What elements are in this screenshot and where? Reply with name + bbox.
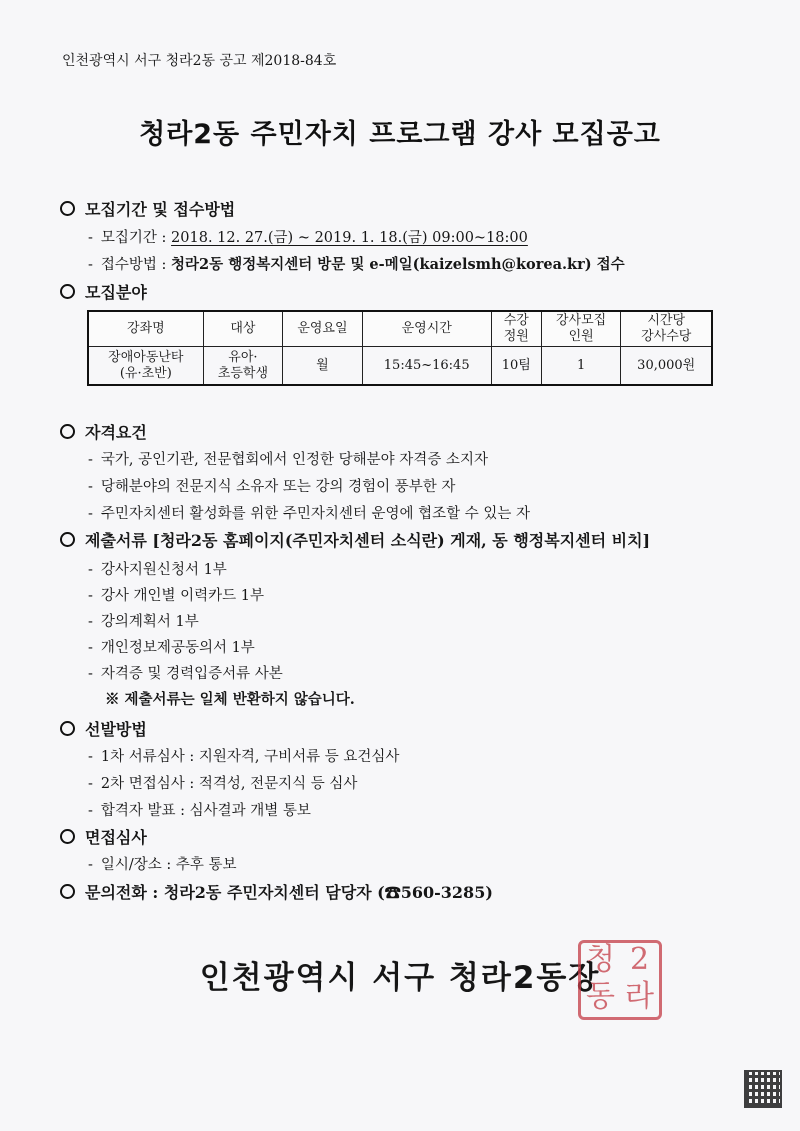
cell-instructors: 1 [541,347,621,386]
section-selection [60,717,147,740]
period-item: - 모집기간 : 2018. 12. 27.(금) ~ 2019. 1. 18.(금) 09:00~18:00 [88,230,528,246]
cell-target: 유아· 초등학생 [203,347,283,386]
contact-text: 문의전화 : 청라2동 주민자치센터 담당자 (☎560-3285) [85,883,493,902]
section-heading: 자격요건 [85,423,147,442]
section-heading: 모집분야 [85,283,147,302]
period-label: 모집기간 : [100,230,172,246]
list-item: - 1차 서류심사 : 지원자격, 구비서류 등 요건심사 [88,749,400,765]
method-item: - 접수방법 : 청라2동 행정복지센터 방문 및 e-메일(kaizelsmh@korea.kr) 접수 [88,256,625,273]
list-item: - 합격자 발표 : 심사결과 개별 통보 [88,803,311,819]
section-qualification [60,420,147,443]
notice-number: 인천광역시 서구 청라2동 공고 제2018-84호 [62,53,337,69]
section-heading: 모집기간 및 접수방법 [85,200,236,219]
section-heading: 면접심사 [85,828,147,847]
page-title: 청라2동 주민자치 프로그램 강사 모집공고 [139,119,661,150]
section-documents [60,528,650,551]
col-course: 강좌명 [88,311,203,347]
documents-note: ※ 제출서류는 일체 반환하지 않습니다. [105,691,355,708]
col-day: 운영요일 [283,311,363,347]
circle-bullet-icon [60,424,75,439]
list-item: - 개인정보제공동의서 1부 [88,640,255,656]
section-interview [60,825,147,848]
circle-bullet-icon [60,829,75,844]
list-item: - 자격증 및 경력입증서류 사본 [88,666,283,682]
qr-code-icon [744,1070,782,1108]
list-item: - 2차 면접심사 : 적격성, 전문지식 등 심사 [88,776,358,792]
col-time: 운영시간 [362,311,491,347]
col-target: 대상 [203,311,283,347]
section-contact [60,880,493,903]
list-item: - 강사지원신청서 1부 [88,562,227,578]
circle-bullet-icon [60,532,75,547]
cell-course: 장애아동난타 (유·초반) [88,347,203,386]
col-pay: 시간당 강사수당 [621,311,712,347]
cell-pay: 30,000원 [621,347,712,386]
col-capacity: 수강 정원 [491,311,541,347]
cell-day: 월 [283,347,363,386]
method-label: 접수방법 : [100,257,172,273]
circle-bullet-icon [60,284,75,299]
method-value: 청라2동 행정복지센터 방문 및 e-메일(kaizelsmh@korea.kr) 접수 [171,256,625,273]
list-item: - 당해분야의 전문지식 소유자 또는 강의 경험이 풍부한 자 [88,479,456,495]
field-table [87,310,713,386]
cell-time: 15:45~16:45 [362,347,491,386]
section-recruit-period [60,197,235,220]
official-seal-icon: 청 2 동 라 [578,940,662,1020]
signature: 인천광역시 서구 청라2동장 [199,960,601,996]
circle-bullet-icon [60,721,75,736]
table-header-row [88,311,712,347]
section-heading: 제출서류 [청라2동 홈페이지(주민자치센터 소식란) 게재, 동 행정복지센터 비치] [85,531,651,550]
col-instructors: 강사모집 인원 [541,311,621,347]
period-value: 2018. 12. 27.(금) ~ 2019. 1. 18.(금) 09:00~18:00 [171,230,528,246]
section-field [60,280,147,303]
section-heading: 선발방법 [85,720,147,739]
list-item: - 국가, 공인기관, 전문협회에서 인정한 당해분야 자격증 소지자 [88,452,488,468]
list-item: - 일시/장소 : 추후 통보 [88,857,237,873]
list-item: - 주민자치센터 활성화를 위한 주민자치센터 운영에 협조할 수 있는 자 [88,506,530,522]
list-item: - 강사 개인별 이력카드 1부 [88,588,265,604]
circle-bullet-icon [60,201,75,216]
circle-bullet-icon [60,884,75,899]
list-item: - 강의계획서 1부 [88,614,199,630]
table-row [88,347,712,386]
cell-capacity: 10팀 [491,347,541,386]
